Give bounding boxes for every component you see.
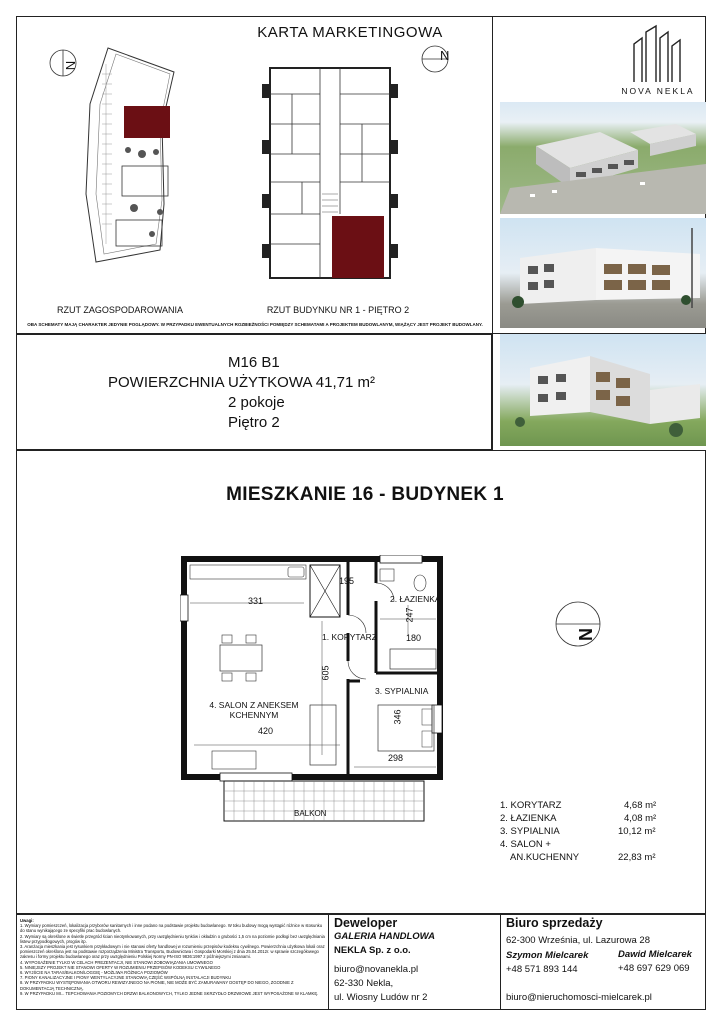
- note-item: 4. WYPOSAŻENIE TYLKO W CELACH PREZENTACJI, NIE STANOWI ZOBOWIĄZANIA UMOWNEGO: [20, 959, 213, 965]
- legend-name-4: AN.KUCHENNY: [510, 852, 580, 863]
- north-arrow-icon: [552, 598, 604, 650]
- floor-plan-caption: RZUT BUDYNKU NR 1 - PIĘTRO 2: [266, 305, 410, 315]
- notes-block: [20, 918, 326, 996]
- note-item: 8. W PRZYPADKU WYSTĘPOWANIA OTWORU REWIZYJNEGO NA PIONIE, NIE MOŻE BYĆ ZAMURAWANY DOSTĘP DO NIEGO, ZGODNIE Z DOKUMENTACJĄ TECHNICZNĄ.: [20, 980, 294, 991]
- render-photo-street: [500, 218, 706, 328]
- dim-180: 180: [406, 633, 422, 643]
- developer-city: 62-330 Nekla,: [334, 978, 394, 989]
- note-item: 3. Aranżacja mieszkania jest rysunkiem przykładowym i nie stanowi oferty handlowej w rozumieniu przepisów kodeksu cywilnego. Powierzchnia użytkowa lokali oraz pomieszczeń określona jest na podstawie rozporządzenia Ministra Transportu, Budownictwa i Gospodarki Morskiej z dnia 25.04.2012r. w sprawie szczegółowego zakresu i formy projektu budowlanego oraz przy uwzględnieniu Polskiej Normy PN-ISO 9836:1997 z późniejszymi zmianami.: [20, 944, 325, 960]
- developer-street: ul. Wiosny Ludów nr 2: [334, 992, 428, 1003]
- sales-address: 62-300 Września, ul. Lazurowa 28: [506, 935, 650, 946]
- sales-phone-1[interactable]: +48 571 893 144: [506, 964, 578, 975]
- unit-floor: Piętro 2: [228, 414, 280, 431]
- sales-heading: Biuro sprzedaży: [506, 916, 603, 930]
- dim-298: 298: [388, 753, 404, 763]
- dim-605: 605: [320, 665, 331, 681]
- developer-heading: Deweloper: [334, 916, 398, 930]
- note-item: 5. NINIEJSZY PROJEKT NIE STANOWI OFERTY W ROZUMIENIU PRZEPISÓW KODEKSU CYWILNEGO: [20, 964, 221, 970]
- footer-divider-1: [328, 914, 329, 1010]
- note-item: 6. WYJŚCIE NA TARAS/BALKON/LOGGIĘ - MOŻLIWA RÓŻNICA POZIOMÓW: [20, 970, 168, 976]
- dim-195: 195: [339, 576, 355, 586]
- info-frame: [16, 334, 492, 450]
- render-photo-aerial: [500, 102, 706, 214]
- render-photo-courtyard: [500, 334, 706, 446]
- apartment-title: MIESZKANIE 16 - BUDYNEK 1: [226, 484, 504, 505]
- note-item: 7. PIONY KANALIZACYJNE I PIONY WENTYLACYJNE STANOWIĄ CZĘŚĆ WSPÓLNĄ INSTALACJI BUDYNKU: [20, 975, 232, 981]
- disclaimer: OBA SCHEMATY MAJĄ CHARAKTER JEDYNIE POGLĄDOWY. W PRZYPADKU EWENTUALNYCH ROZBIEŻNOŚCI POMIĘDZY SCHEMATAMI A PROJEKTEM BUDOWLANYM, WIĄŻĄCY JEST PROJEKT BUDOWLANY.: [27, 322, 483, 327]
- page-title: KARTA MARKETINGOWA: [257, 24, 443, 41]
- room-label-lazienka: 2. ŁAZIENKA: [390, 594, 441, 604]
- legend-area-0: 4,68 m²: [624, 800, 657, 811]
- room-label-salon: 4. SALON Z ANEKSEM KCHENNYM: [209, 700, 299, 720]
- site-plan: [76, 44, 196, 280]
- unit-rooms: 2 pokoje: [228, 394, 285, 411]
- legend-name-1: 2. ŁAZIENKA: [500, 813, 557, 824]
- unit-area: POWIERZCHNIA UŻYTKOWA 41,71 m²: [108, 374, 375, 391]
- notes-title: Uwagi:: [20, 918, 34, 923]
- developer-email[interactable]: biuro@novanekla.pl: [334, 964, 419, 975]
- legend-area-1: 4,08 m²: [624, 813, 657, 824]
- site-plan-caption: RZUT ZAGOSPODAROWANIA: [56, 305, 183, 315]
- sales-email[interactable]: biuro@nieruchomosci-mielcarek.pl: [506, 992, 652, 1003]
- developer-name-1: GALERIA HANDLOWA: [334, 931, 435, 942]
- divider: [492, 16, 493, 450]
- building-floor-plan: [262, 64, 398, 284]
- north-label-plan: N: [576, 628, 596, 641]
- room-label-sypialnia: 3. SYPIALNIA: [375, 686, 429, 696]
- legend-name-3: 4. SALON +: [500, 839, 551, 850]
- balcony-label: BALKON: [294, 809, 327, 818]
- sales-person-2: Dawid Mielcarek: [618, 949, 692, 960]
- developer-block: [334, 916, 496, 1005]
- dim-420: 420: [258, 726, 274, 736]
- logo-text: NOVA NEKLA: [621, 86, 695, 96]
- developer-name-2: NEKLA Sp. z o.o.: [334, 945, 411, 956]
- sales-phone-2[interactable]: +48 697 629 069: [618, 963, 690, 974]
- room-label-korytarz: 1. KORYTARZ: [322, 632, 377, 642]
- sales-person-1: Szymon Mielcarek: [506, 950, 589, 961]
- sales-block: [506, 916, 702, 948]
- dim-247: 247: [404, 607, 415, 623]
- north-label-left: N: [63, 60, 79, 71]
- note-item: 2. Wymiary są określone w świetle przegród ścian nieotynkowanych, przy uwzględnieniu tynków i okładzin o grubości 1,5 cm na poziomie podłogi bez uwzględniania listew przypodłogowych, progów itp.: [20, 933, 325, 944]
- legend-name-0: 1. KORYTARZ: [500, 800, 562, 811]
- note-item: 1. Wymiary pomieszczeń, lokalizacja przyborów sanitarnych i inne podano na podstawie projektu budowlanego. W toku budowy mogą wystąpić różnice w stosunku do stanu wynikającego ze specyfiki prac budowlanych.: [20, 923, 323, 934]
- logo-icon: [628, 24, 688, 84]
- dim-346: 346: [392, 709, 403, 725]
- unit-code: M16 B1: [228, 354, 280, 371]
- legend-name-2: 3. SYPIALNIA: [500, 826, 560, 837]
- dim-331: 331: [248, 596, 264, 606]
- legend-area-4: 22,83 m²: [618, 852, 656, 863]
- north-label-mid: N: [440, 48, 450, 63]
- note-item: 9. W PRZYPADKU MI... TEPCHOWANIA POZIOMYCH DRZWI BALKONOWYCH, TYLKO JEDNE SKRZYDŁO DRZWIOWE JEST WYPOSAŻONE W KLAMKĘ.: [20, 990, 319, 996]
- legend-area-2: 10,12 m²: [618, 826, 656, 837]
- footer-divider-2: [500, 914, 501, 1010]
